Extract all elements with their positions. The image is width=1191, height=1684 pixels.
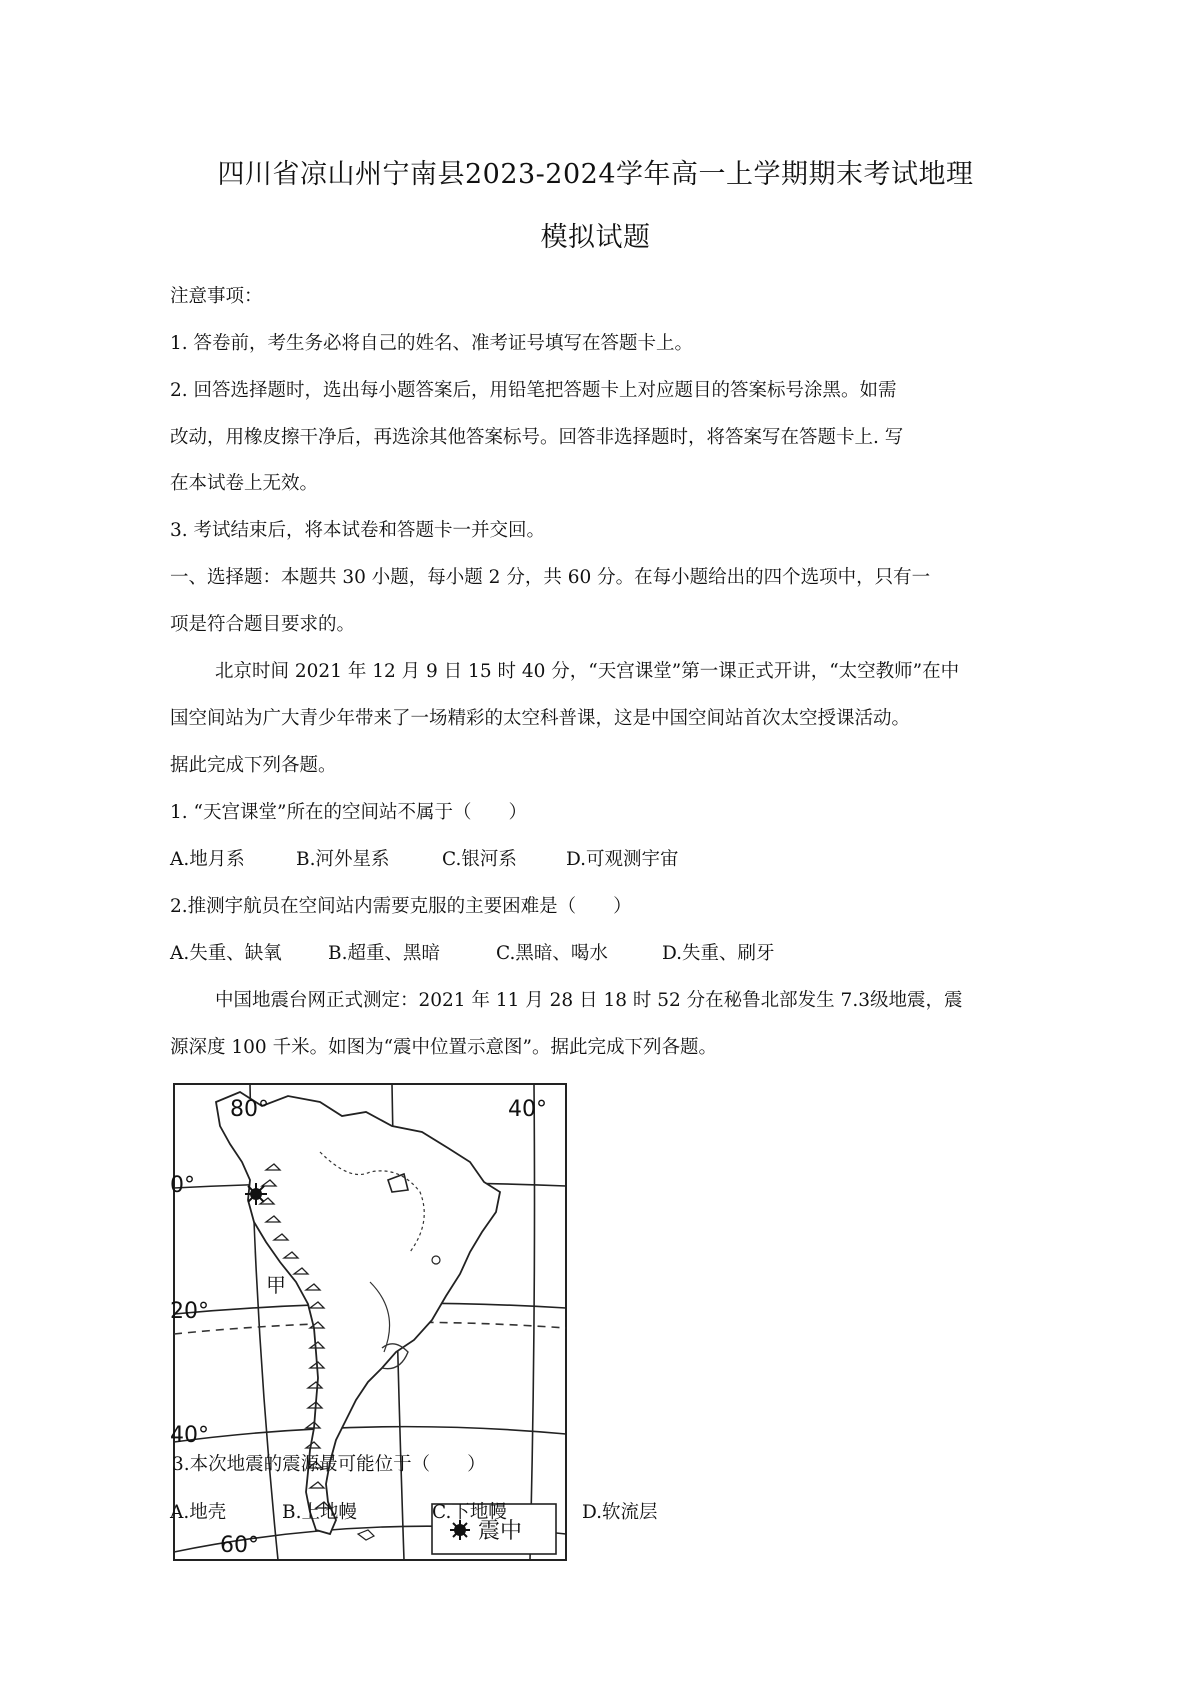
region-label-jia: 甲 xyxy=(266,1273,286,1297)
epicenter-map xyxy=(170,1082,570,1562)
question-1-option-a[interactable]: A.地月系 xyxy=(170,849,245,870)
question-1-option-b[interactable]: B.河外星系 xyxy=(296,849,390,870)
question-3-options xyxy=(170,1498,770,1524)
question-1-option-c[interactable]: C.银河系 xyxy=(442,849,517,870)
passage2-line1: 中国地震台网正式测定：2021 年 11 月 28 日 18 时 52 分在秘鲁北部发生 7.3级地震，震 xyxy=(215,990,963,1011)
question-3-stem: 3.本次地震的震源最可能位于（ ） xyxy=(172,1454,486,1475)
question-3-option-c[interactable]: C.下地幔 xyxy=(432,1502,507,1523)
passage1-line1: 北京时间 2021 年 12 月 9 日 15 时 40 分，“天宫课堂”第一课正式开讲，“太空教师”在中 xyxy=(215,661,960,682)
passage1-line3: 据此完成下列各题。 xyxy=(170,755,337,776)
question-2-option-d[interactable]: D.失重、刷牙 xyxy=(662,943,775,964)
latitude-label-20: 20° xyxy=(170,1299,209,1324)
notice-item-1: 1. 答卷前，考生务必将自己的姓名、准考证号填写在答题卡上。 xyxy=(170,333,694,354)
longitude-label-40: 40° xyxy=(508,1097,547,1122)
section-instructions-line2: 项是符合题目要求的。 xyxy=(170,614,356,635)
latitude-label-60: 60° xyxy=(220,1533,259,1558)
question-1-stem: 1. “天宫课堂”所在的空间站不属于（ ） xyxy=(170,802,527,823)
notice-heading: 注意事项： xyxy=(170,286,263,307)
question-3-option-d[interactable]: D.软流层 xyxy=(582,1502,658,1523)
passage2-line2: 源深度 100 千米。如图为“震中位置示意图”。据此完成下列各题。 xyxy=(170,1037,717,1058)
question-2-option-c[interactable]: C.黑暗、喝水 xyxy=(496,943,608,964)
epicenter-marker xyxy=(245,1183,267,1205)
passage1-line2: 国空间站为广大青少年带来了一场精彩的太空科普课，这是中国空间站首次太空授课活动。 xyxy=(170,708,911,729)
question-2-option-b[interactable]: B.超重、黑暗 xyxy=(328,943,440,964)
question-1-option-d[interactable]: D.可观测宇宙 xyxy=(566,849,679,870)
exam-title-line2: 模拟试题 xyxy=(540,222,651,253)
longitude-label-80: 80° xyxy=(230,1097,269,1122)
question-3-option-b[interactable]: B.上地幔 xyxy=(282,1502,357,1523)
notice-item-2-line3: 在本试卷上无效。 xyxy=(170,473,319,494)
latitude-label-0: 0° xyxy=(170,1173,195,1198)
exam-title-line1: 四川省凉山州宁南县2023-2024学年高一上学期期末考试地理 xyxy=(217,159,974,190)
epicenter-map-figure xyxy=(170,1082,570,1562)
question-3-option-a[interactable]: A.地壳 xyxy=(170,1502,227,1523)
notice-item-2-line2: 改动，用橡皮擦干净后，再选涂其他答案标号。回答非选择题时，将答案写在答题卡上. 写 xyxy=(170,427,904,448)
notice-item-2-line1: 2. 回答选择题时，选出每小题答案后，用铅笔把答题卡上对应题目的答案标号涂黑。如需 xyxy=(170,380,897,401)
notice-item-3: 3. 考试结束后，将本试卷和答题卡一并交回。 xyxy=(170,520,546,541)
question-2-stem: 2.推测宇航员在空间站内需要克服的主要困难是（ ） xyxy=(170,896,632,917)
question-2-option-a[interactable]: A.失重、缺氧 xyxy=(170,943,282,964)
section-instructions-line1: 一、选择题：本题共 30 小题，每小题 2 分，共 60 分。在每小题给出的四个选项中，只有一 xyxy=(170,567,931,588)
legend-label: 震中 xyxy=(478,1519,523,1544)
latitude-label-40: 40° xyxy=(170,1423,209,1448)
